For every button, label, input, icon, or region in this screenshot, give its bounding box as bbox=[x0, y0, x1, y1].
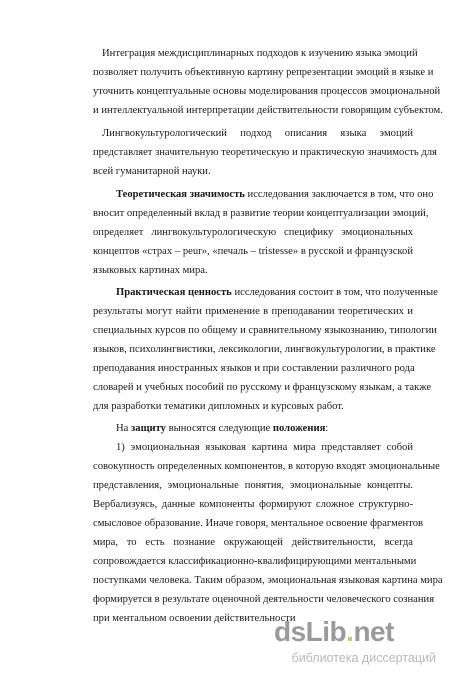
p6-line-6: мира, то есть познание окружающей действительности, всегда bbox=[93, 537, 413, 548]
p2-line-3: всей гуманитарной науки. bbox=[93, 166, 211, 177]
p6-line-3: представления, эмоциональные понятия, эмоциональные концепты. bbox=[93, 480, 413, 491]
p4-line-5: преподавания иностранных языков и при составлении различного рода bbox=[93, 363, 415, 374]
p6-line-7: сопровождается классификационно-квалифицирующими ментальными bbox=[93, 556, 417, 567]
p3-bold-lead: Теоретическая значимость bbox=[116, 189, 245, 200]
p6-line-9: формируется в результате оценочной деятельности человеческого сознания bbox=[93, 594, 435, 605]
p6-line-10: при ментальном освоении действительности bbox=[93, 613, 296, 624]
p5-bold-1: защиту bbox=[131, 423, 166, 434]
p3-line-1 bbox=[116, 188, 434, 201]
p3-lead-rest: исследования заключается в том, что оно bbox=[244, 189, 434, 200]
p6-line-2: совокупность определенных компонентов, в которую входят эмоциональные bbox=[93, 461, 440, 472]
p3-line-2: вносит определенный вклад в развитие теории концептуализации эмоций, bbox=[93, 208, 429, 219]
p4-line-6: словарей и учебных пособий по русскому и французскому языкам, а также bbox=[93, 382, 432, 393]
p6-line-8: поступками человека. Таким образом, эмоциональная языковая картина мира bbox=[93, 575, 443, 586]
p6-line-1: 1) эмоциональная языковая картина мира представляет собой bbox=[116, 442, 413, 453]
p4-line-4: языков, психолингвистики, лексикологии, лингвокультурологии, в практике bbox=[93, 344, 436, 355]
logo-tld: net bbox=[353, 616, 394, 647]
p3-line-4: концептов «страх – peur», «печаль – tristesse» в русской и французской bbox=[93, 246, 413, 257]
p1-line-3: уточнить концептуальные основы моделирования процессов эмоциональной bbox=[93, 86, 441, 97]
p4-line-7: для разработки тематики дипломных и курсовых работ. bbox=[93, 401, 344, 412]
p3-line-5: языковых картинах мира. bbox=[93, 265, 208, 276]
p5-mid: выносятся следующие bbox=[165, 423, 273, 434]
p5-post: : bbox=[325, 423, 329, 434]
p4-bold-lead: Практическая ценность bbox=[116, 287, 232, 298]
p5-pre: На bbox=[116, 423, 132, 434]
p2-line-1: Лингвокультурологический подход описания языка эмоций bbox=[102, 128, 413, 139]
p5-bold-2: положения bbox=[272, 423, 326, 434]
logo-main: dsLib bbox=[274, 616, 347, 647]
p5-line-1 bbox=[116, 422, 413, 435]
dslib-subtitle: библиотека диссертаций bbox=[291, 651, 436, 665]
p6-line-5: смысловое образование. Иначе говоря, ментальное освоение фрагментов bbox=[93, 518, 424, 529]
dslib-logo bbox=[274, 616, 394, 648]
logo-dot: . bbox=[346, 616, 354, 647]
p4-line-1 bbox=[116, 286, 438, 299]
p4-line-3: специальных курсов по общему и сравнительному языкознанию, типологии bbox=[93, 325, 437, 336]
p4-lead-rest: исследования состоит в том, что полученные bbox=[231, 287, 438, 298]
p2-line-2: представляет значительную теоретическую и практическую значимость для bbox=[93, 147, 437, 158]
p1-line-2: позволяет получить объективную картину репрезентации эмоций в языке и bbox=[93, 67, 434, 78]
p4-line-2: результаты могут найти применение в преподавании теоретических и bbox=[93, 306, 413, 317]
p1-line-4: и интеллектуальной интерпретации действительности говорящим субъектом. bbox=[93, 105, 443, 116]
p6-line-4: Вербализуясь, данные компоненты формируют сложное структурно- bbox=[93, 499, 413, 510]
dslib-watermark bbox=[256, 616, 436, 668]
p3-line-3: определяет лингвокультурологическую специфику эмоциональных bbox=[93, 227, 413, 238]
p1-line-1: Интеграция междисциплинарных подходов к изучению языка эмоций bbox=[102, 48, 418, 59]
